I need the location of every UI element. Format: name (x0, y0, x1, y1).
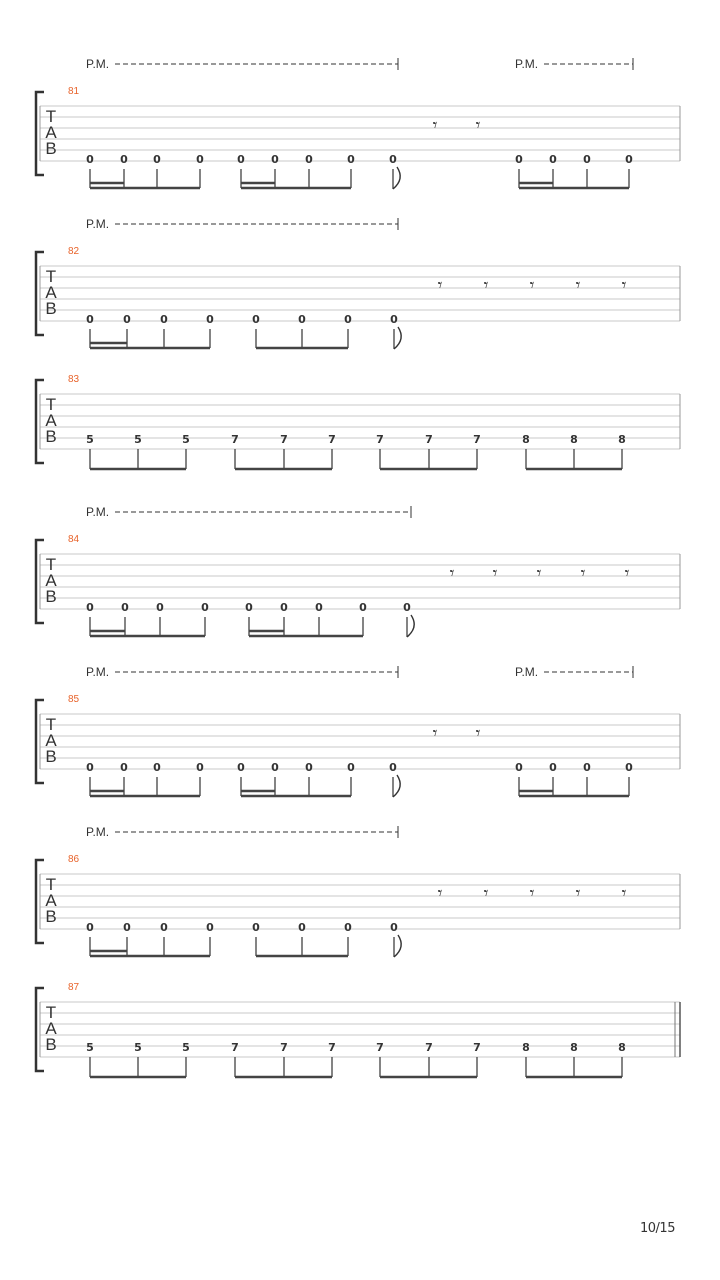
note-flag (393, 775, 400, 797)
tab-clef-letter: B (45, 427, 57, 446)
fret-number: 5 (182, 433, 190, 446)
fret-number: 7 (231, 1041, 239, 1054)
fret-number: 7 (231, 433, 239, 446)
fret-number: 0 (315, 601, 323, 614)
measure-number: 81 (68, 86, 80, 97)
fret-number: 0 (196, 761, 204, 774)
eighth-rest: 𝄾 (475, 115, 481, 136)
fret-number: 0 (160, 921, 168, 934)
fret-number: 7 (473, 1041, 481, 1054)
fret-number: 0 (515, 153, 523, 166)
fret-number: 0 (389, 153, 397, 166)
fret-number: 8 (570, 1041, 578, 1054)
eighth-rest: 𝄾 (529, 883, 535, 904)
fret-number: 0 (583, 761, 591, 774)
tab-clef-letter: T (45, 107, 57, 126)
fret-number: 0 (201, 601, 209, 614)
fret-number: 0 (298, 921, 306, 934)
tab-clef-letter: A (45, 283, 57, 302)
eighth-rest: 𝄾 (437, 883, 443, 904)
fret-number: 0 (403, 601, 411, 614)
fret-number: 0 (123, 921, 131, 934)
fret-number: 0 (347, 153, 355, 166)
tab-clef-letter: B (45, 747, 57, 766)
tab-clef-letter: T (45, 715, 57, 734)
fret-number: 7 (473, 433, 481, 446)
note-flag (393, 167, 400, 189)
tab-clef-letter: B (45, 299, 57, 318)
fret-number: 0 (86, 313, 94, 326)
palm-mute-label: P.M. (515, 665, 539, 679)
eighth-rest: 𝄾 (483, 275, 489, 296)
fret-number: 5 (134, 1041, 142, 1054)
fret-number: 0 (344, 313, 352, 326)
tab-clef-letter: B (45, 139, 57, 158)
palm-mute-label: P.M. (86, 825, 110, 839)
fret-number: 0 (305, 153, 313, 166)
measure-number: 82 (68, 246, 80, 257)
tab-clef-letter: T (45, 875, 57, 894)
fret-number: 0 (120, 153, 128, 166)
fret-number: 0 (271, 153, 279, 166)
page-number: 10/15 (640, 1221, 675, 1236)
eighth-rest: 𝄾 (575, 275, 581, 296)
eighth-rest: 𝄾 (575, 883, 581, 904)
fret-number: 7 (376, 433, 384, 446)
eighth-rest: 𝄾 (492, 563, 498, 584)
palm-mute-label: P.M. (86, 505, 110, 519)
eighth-rest: 𝄾 (624, 563, 630, 584)
fret-number: 0 (245, 601, 253, 614)
fret-number: 0 (625, 153, 633, 166)
fret-number: 0 (549, 153, 557, 166)
palm-mute-label: P.M. (86, 665, 110, 679)
eighth-rest: 𝄾 (621, 275, 627, 296)
fret-number: 0 (237, 761, 245, 774)
fret-number: 0 (123, 313, 131, 326)
measure-number: 85 (68, 694, 80, 705)
fret-number: 8 (522, 1041, 530, 1054)
fret-number: 0 (344, 921, 352, 934)
tab-clef-letter: A (45, 731, 57, 750)
fret-number: 0 (237, 153, 245, 166)
fret-number: 5 (182, 1041, 190, 1054)
fret-number: 7 (328, 1041, 336, 1054)
measure-84 (36, 505, 680, 637)
fret-number: 0 (389, 761, 397, 774)
measure-number: 83 (68, 374, 80, 385)
fret-number: 0 (86, 921, 94, 934)
fret-number: 0 (549, 761, 557, 774)
fret-number: 0 (252, 921, 260, 934)
palm-mute-label: P.M. (515, 57, 539, 71)
fret-number: 8 (618, 1041, 626, 1054)
fret-number: 0 (206, 313, 214, 326)
fret-number: 0 (359, 601, 367, 614)
eighth-rest: 𝄾 (580, 563, 586, 584)
fret-number: 7 (280, 1041, 288, 1054)
fret-number: 0 (206, 921, 214, 934)
tab-clef-letter: B (45, 1035, 57, 1054)
tab-clef-letter: A (45, 571, 57, 590)
fret-number: 8 (618, 433, 626, 446)
measure-82 (36, 217, 680, 349)
eighth-rest: 𝄾 (475, 723, 481, 744)
fret-number: 7 (376, 1041, 384, 1054)
fret-number: 0 (390, 921, 398, 934)
fret-number: 0 (625, 761, 633, 774)
fret-number: 0 (153, 153, 161, 166)
fret-number: 7 (425, 1041, 433, 1054)
fret-number: 5 (134, 433, 142, 446)
fret-number: 0 (86, 761, 94, 774)
tab-clef-letter: A (45, 123, 57, 142)
measure-87 (36, 982, 680, 1077)
measure-number: 87 (68, 982, 80, 993)
fret-number: 0 (298, 313, 306, 326)
fret-number: 5 (86, 433, 94, 446)
measure-83 (36, 374, 680, 469)
tab-clef-letter: T (45, 1003, 57, 1022)
fret-number: 7 (280, 433, 288, 446)
tab-clef-letter: T (45, 395, 57, 414)
note-flag (407, 615, 414, 637)
fret-number: 8 (522, 433, 530, 446)
palm-mute-label: P.M. (86, 217, 110, 231)
eighth-rest: 𝄾 (536, 563, 542, 584)
fret-number: 0 (121, 601, 129, 614)
measure-86 (36, 825, 680, 957)
fret-number: 0 (86, 153, 94, 166)
tab-clef-letter: T (45, 555, 57, 574)
fret-number: 0 (120, 761, 128, 774)
eighth-rest: 𝄾 (437, 275, 443, 296)
tab-clef-letter: T (45, 267, 57, 286)
measure-85 (36, 665, 680, 797)
eighth-rest: 𝄾 (449, 563, 455, 584)
eighth-rest: 𝄾 (432, 115, 438, 136)
fret-number: 0 (252, 313, 260, 326)
fret-number: 0 (196, 153, 204, 166)
tab-clef-letter: A (45, 891, 57, 910)
tab-clef-letter: B (45, 587, 57, 606)
eighth-rest: 𝄾 (529, 275, 535, 296)
eighth-rest: 𝄾 (432, 723, 438, 744)
fret-number: 0 (515, 761, 523, 774)
fret-number: 0 (153, 761, 161, 774)
tab-clef-letter: B (45, 907, 57, 926)
fret-number: 0 (280, 601, 288, 614)
fret-number: 8 (570, 433, 578, 446)
measure-number: 86 (68, 854, 80, 865)
note-flag (394, 935, 401, 957)
eighth-rest: 𝄾 (621, 883, 627, 904)
palm-mute-label: P.M. (86, 57, 110, 71)
fret-number: 0 (347, 761, 355, 774)
fret-number: 7 (328, 433, 336, 446)
fret-number: 0 (156, 601, 164, 614)
fret-number: 0 (583, 153, 591, 166)
fret-number: 0 (271, 761, 279, 774)
fret-number: 0 (160, 313, 168, 326)
fret-number: 0 (390, 313, 398, 326)
note-flag (394, 327, 401, 349)
measure-81 (36, 57, 680, 189)
measure-number: 84 (68, 534, 80, 545)
tab-clef-letter: A (45, 411, 57, 430)
fret-number: 0 (86, 601, 94, 614)
fret-number: 5 (86, 1041, 94, 1054)
fret-number: 0 (305, 761, 313, 774)
eighth-rest: 𝄾 (483, 883, 489, 904)
fret-number: 7 (425, 433, 433, 446)
tab-clef-letter: A (45, 1019, 57, 1038)
